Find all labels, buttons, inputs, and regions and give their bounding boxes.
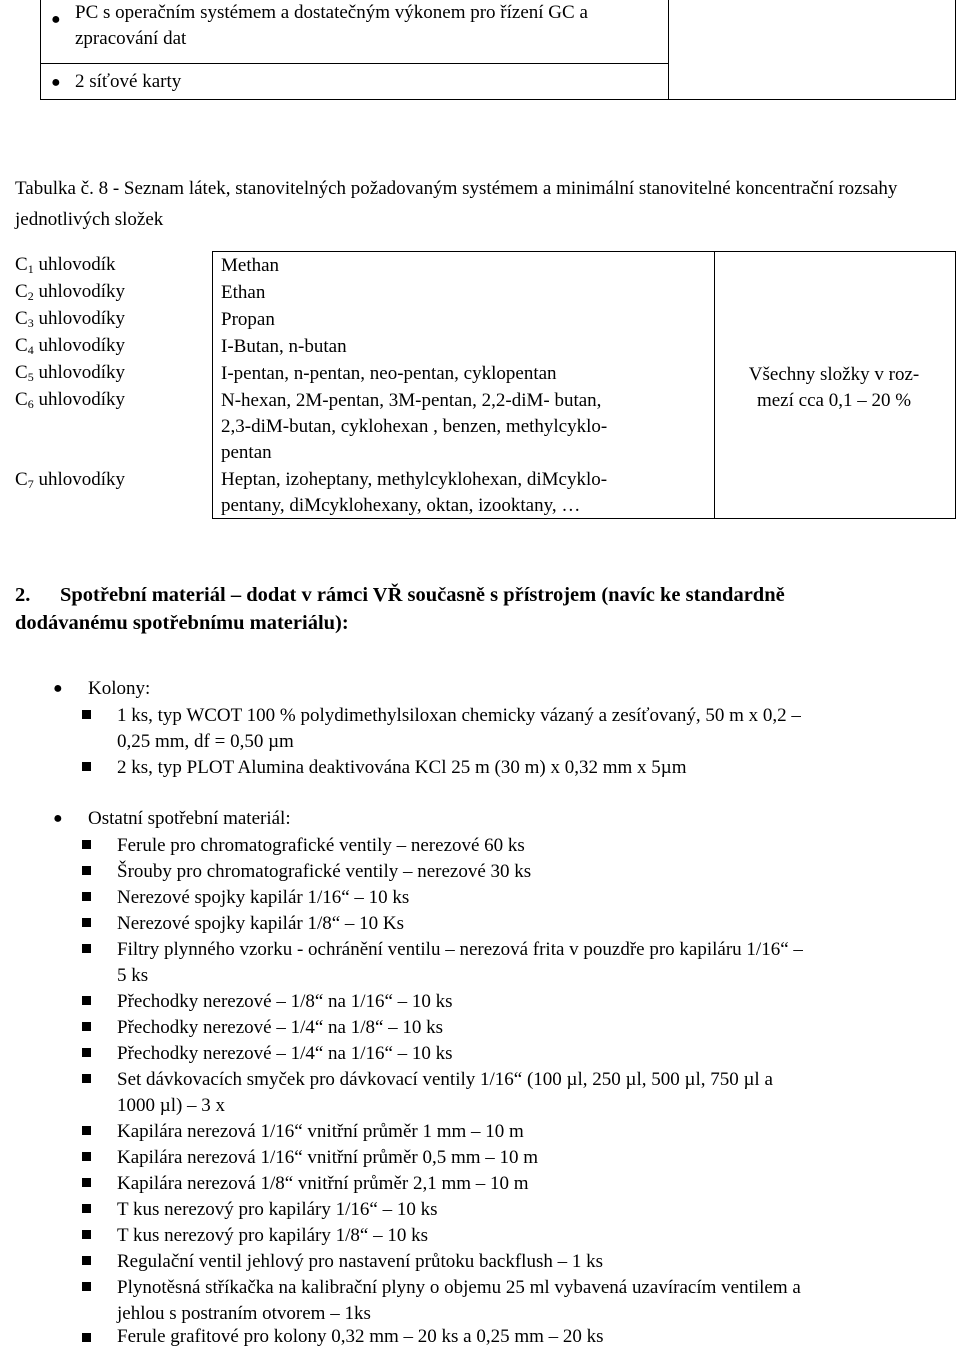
square-bullet-icon [82,1230,91,1239]
equipment-item: 2 síťové karty [75,71,182,92]
list-item: Kapilára nerezová 1/8“ vnitřní průměr 2,1 mm – 10 m [117,1173,529,1194]
square-bullet-icon [82,1204,91,1213]
substance-cell: Propan [221,309,275,330]
square-bullet-icon [82,1333,91,1342]
square-bullet-icon [82,1256,91,1265]
component-label: $C_5$ uhlovodíky [15,362,125,384]
equipment-item: PC s operačním systémem a dostatečným výkonem pro řízení GC a zpracování dat [75,2,588,49]
square-bullet-icon [82,1178,91,1187]
list-item: Přechodky nerezové – 1/4“ na 1/16“ – 10 ks [117,1043,453,1064]
square-bullet-icon [82,1126,91,1135]
square-bullet-icon [82,762,91,771]
concentration-note: Všechny složky v roz- mezí cca 0,1 – 20 % [748,364,920,411]
list-item: Set dávkovacích smyček pro dávkovací ventily 1/16“ (100 µl, 250 µl, 500 µl, 750 µl a 1000 µl) – 3 x [117,1069,773,1116]
list-item: T kus nerezový pro kapiláry 1/8“ – 10 ks [117,1225,428,1246]
list-item: Ferule pro chromatografické ventily – nerezové 60 ks [117,835,525,856]
table-caption: Tabulka č. 8 - Seznam látek, stanovitelných požadovaným systémem a minimální stanovitelné koncentrační rozsahy jednotlivých složek [15,178,898,230]
square-bullet-icon [82,918,91,927]
component-label: $C_4$ uhlovodíky [15,335,125,357]
list-item: Nerezové spojky kapilár 1/8“ – 10 Ks [117,913,405,934]
component-label: $C_6$ uhlovodíky [15,389,125,411]
table-column-divider [714,252,715,518]
list-item: Regulační ventil jehlový pro nastavení průtoku backflush – 1 ks [117,1251,603,1272]
list-item: Nerezové spojky kapilár 1/16“ – 10 ks [117,887,410,908]
section-heading-line: dodávanému spotřebnímu materiálu): [15,612,349,634]
square-bullet-icon [82,1022,91,1031]
list-item: 1 ks, typ WCOT 100 % polydimethylsiloxan chemicky vázaný a zesíťovaný, 50 m x 0,2 – 0,25 mm, df = 0,50 µm [117,705,801,752]
component-label: $C_1$ uhlovodík [15,254,116,276]
square-bullet-icon [82,1152,91,1161]
section-number: 2. [15,584,31,606]
group-label: Ostatní spotřební materiál: [88,808,291,829]
substance-cell: I-Butan, n-butan [221,336,347,357]
list-item: Přechodky nerezové – 1/8“ na 1/16“ – 10 ks [117,991,453,1012]
components-table [212,251,956,519]
section-heading-line: Spotřební materiál – dodat v rámci VŘ současně s přístrojem (navíc ke standardně [60,584,785,606]
table-column-divider [668,0,669,99]
bullet-icon: ● [51,11,61,28]
component-label: $C_7$ uhlovodíky [15,469,125,491]
square-bullet-icon [82,866,91,875]
bullet-icon: ● [51,74,61,91]
list-item: T kus nerezový pro kapiláry 1/16“ – 10 ks [117,1199,438,1220]
list-item: Přechodky nerezové – 1/4“ na 1/8“ – 10 ks [117,1017,444,1038]
substance-cell: Ethan [221,282,266,303]
section-heading [15,581,945,637]
list-item: Plynotěsná stříkačka na kalibrační plyny o objemu 25 ml vybavená uzavíracím ventilem a jehlou s postraním otvorem – 1ks [117,1277,801,1324]
list-item: Kapilára nerezová 1/16“ vnitřní průměr 0,5 mm – 10 m [117,1147,539,1168]
list-item: Šrouby pro chromatografické ventily – nerezové 30 ks [117,861,532,882]
square-bullet-icon [82,944,91,953]
square-bullet-icon [82,1074,91,1083]
square-bullet-icon [82,840,91,849]
substance-cell: Heptan, izoheptany, methylcyklohexan, diMcyklo- pentany, diMcyklohexany, oktan, izooktany, … [221,469,608,516]
component-label: $C_2$ uhlovodíky [15,281,125,303]
equipment-table [40,0,956,100]
square-bullet-icon [82,1282,91,1291]
list-item: Ferule grafitové pro kolony 0,32 mm – 20 ks a 0,25 mm – 20 ks [117,1326,604,1347]
table-row [41,63,668,99]
square-bullet-icon [82,710,91,719]
component-label: $C_3$ uhlovodíky [15,308,125,330]
substance-cell: N-hexan, 2M-pentan, 3M-pentan, 2,2-diM- butan, 2,3-diM-butan, cyklohexan , benzen, methylcyklo- pentan [221,390,608,463]
table-row [41,0,668,64]
bullet-icon: ● [53,680,63,697]
bullet-icon: ● [53,810,63,827]
substance-cell: I-pentan, n-pentan, neo-pentan, cyklopentan [221,363,557,384]
group-label: Kolony: [88,678,151,699]
list-item: Filtry plynného vzorku - ochránění ventilu – nerezová frita v pouzdře pro kapiláru 1/16“ – 5 ks [117,939,803,986]
square-bullet-icon [82,1048,91,1057]
substance-cell: Methan [221,255,280,276]
list-item: 2 ks, typ PLOT Alumina deaktivována KCl 25 m (30 m) x 0,32 mm x 5µm [117,757,687,778]
square-bullet-icon [82,892,91,901]
square-bullet-icon [82,996,91,1005]
list-item: Kapilára nerezová 1/16“ vnitřní průměr 1 mm – 10 m [117,1121,524,1142]
